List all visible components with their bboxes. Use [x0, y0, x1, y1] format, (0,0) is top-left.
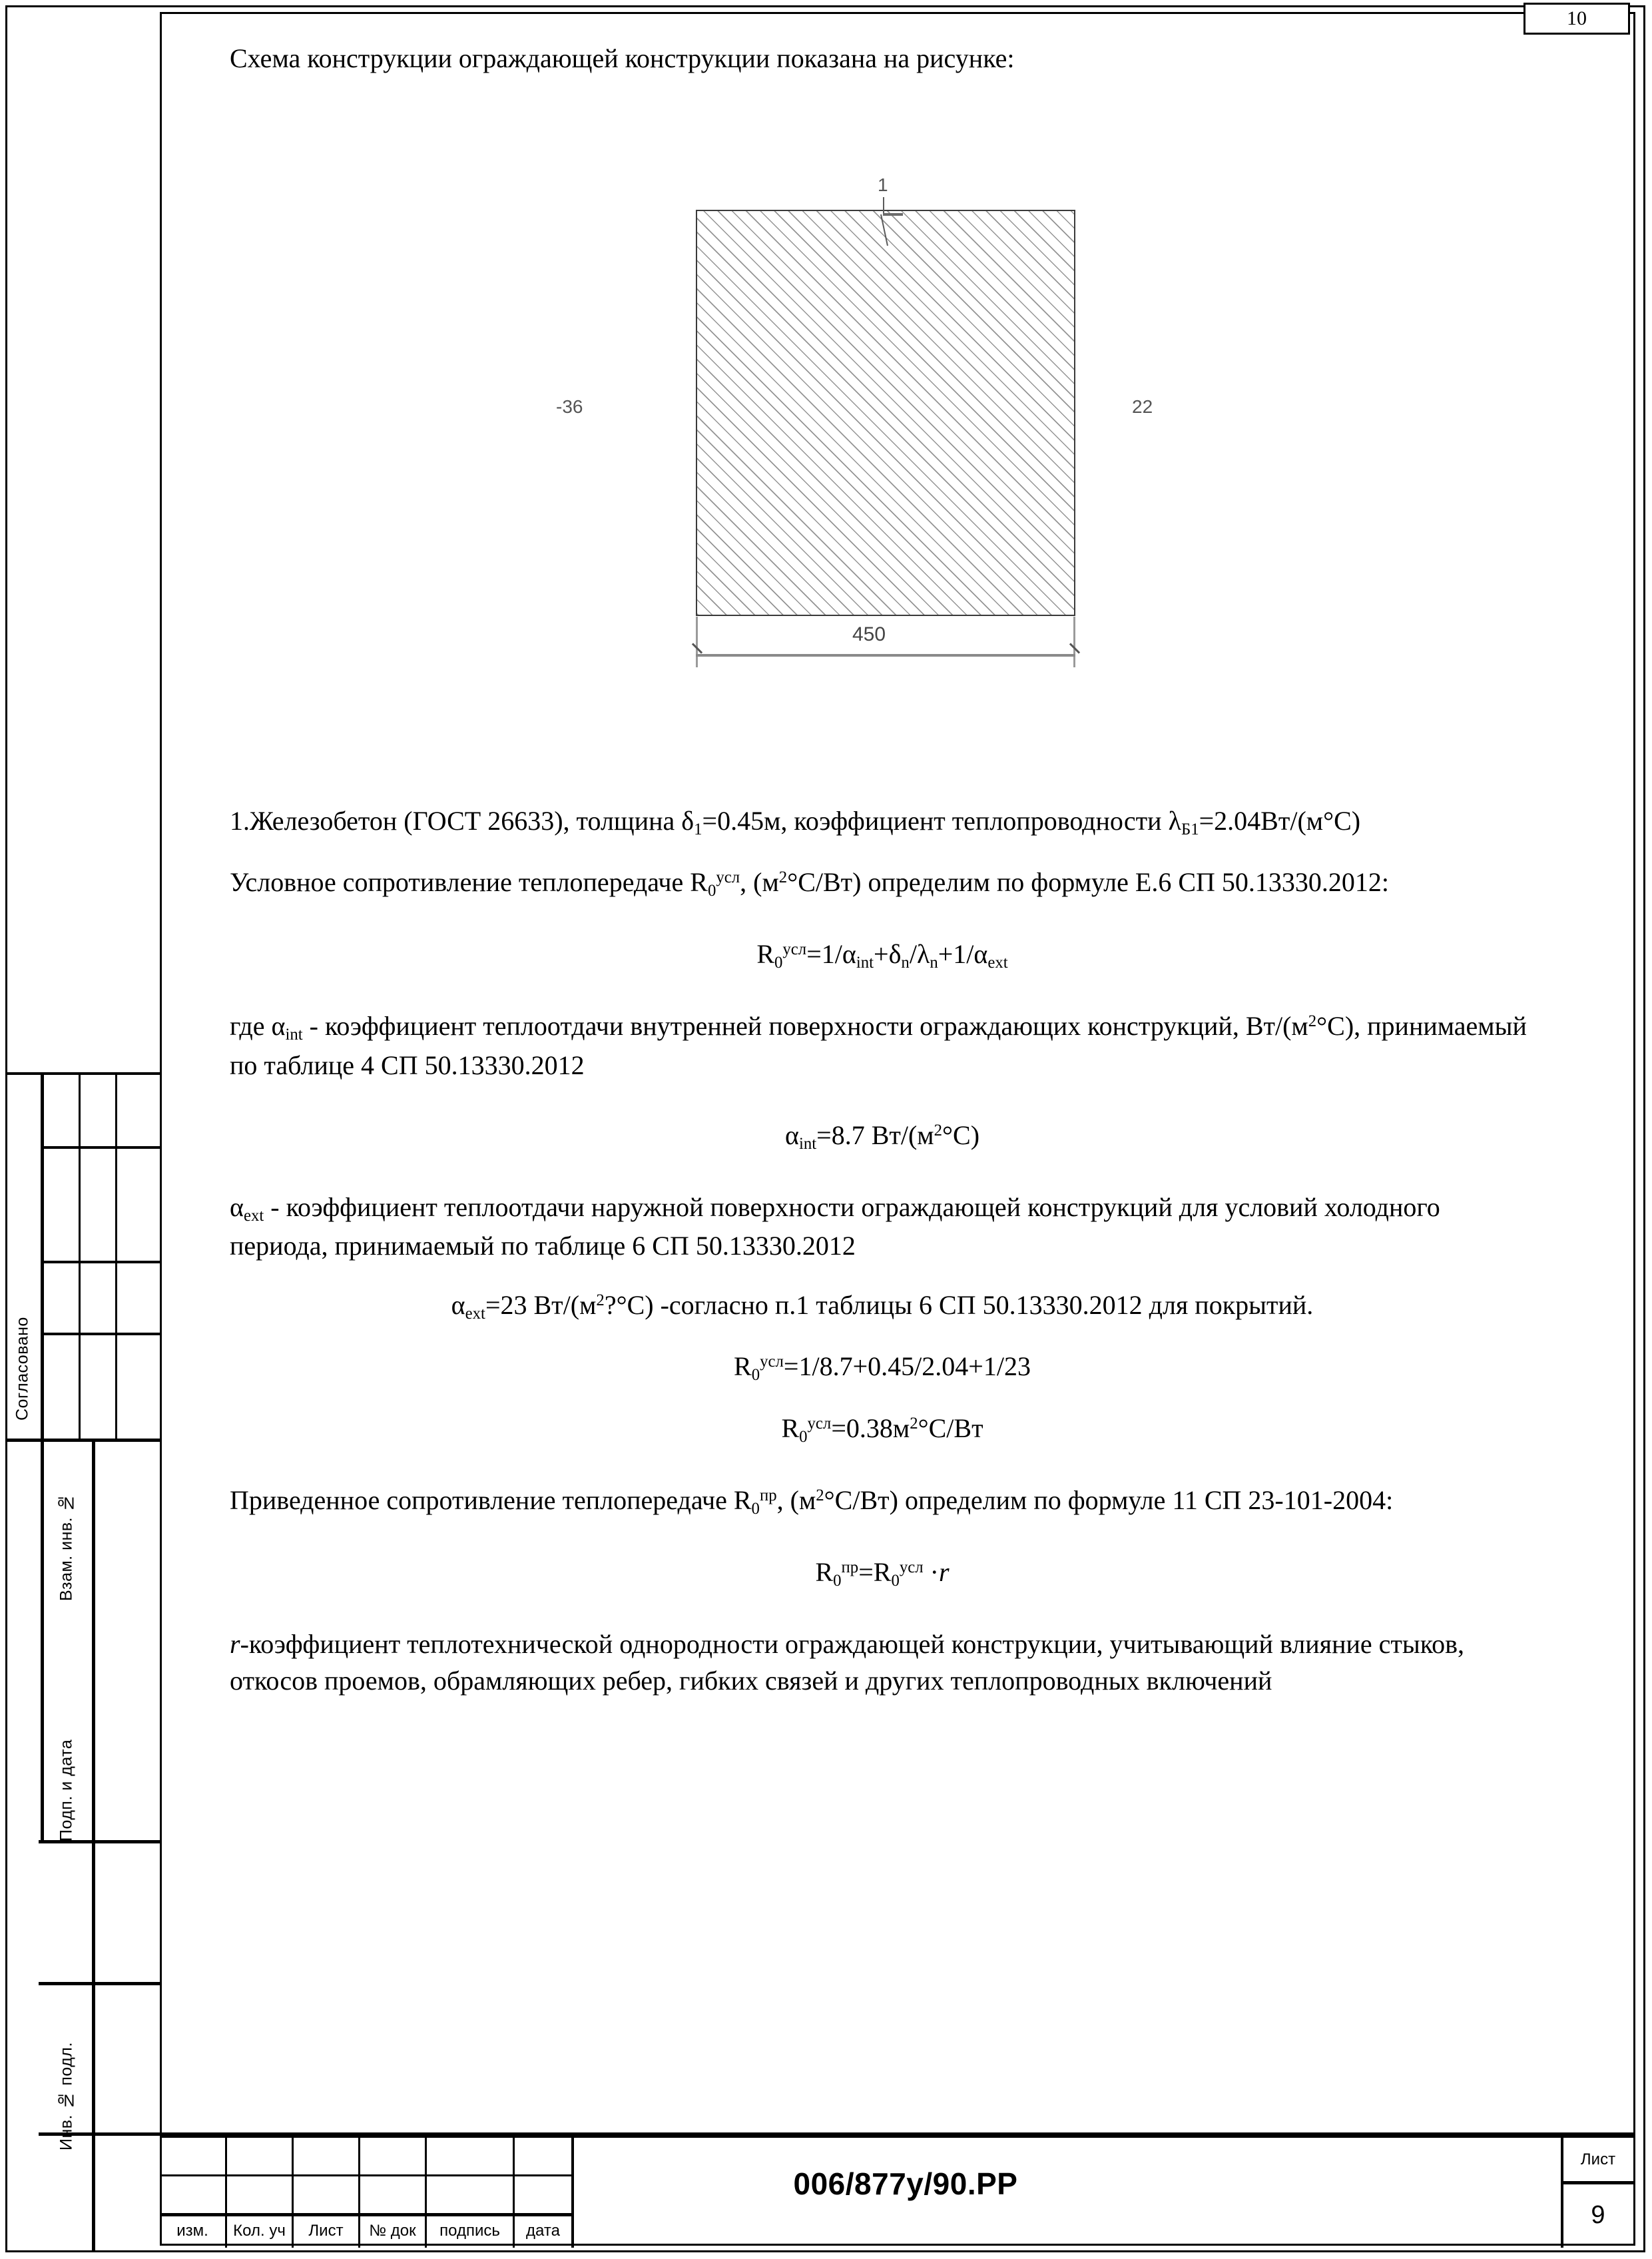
- stamp-hline-right-split: [1561, 2181, 1635, 2184]
- calculation-line: [230, 1348, 1535, 1387]
- spacer-after-formula-main: [230, 997, 1535, 1008]
- formula-main-a1-sub: int: [856, 954, 874, 972]
- sheet-number-cell: [1563, 2185, 1633, 2245]
- spacer-after-alpha-int-value: [230, 1178, 1535, 1189]
- calc-r-sub: 0: [751, 1366, 760, 1385]
- alpha-int-value-line: [230, 1117, 1535, 1155]
- layer-1-suffix: =2.04Вт/(м°С): [1199, 806, 1361, 836]
- alpha-ext-def-sub: ext: [243, 1206, 264, 1225]
- side-label-soglasovano: [5, 1297, 40, 1441]
- alpha-ext-def-t1: α: [230, 1191, 244, 1222]
- sheet-number-box: [1523, 3, 1630, 35]
- spacer-before-reduced: [230, 1471, 1535, 1482]
- alpha-int-definition: [230, 1008, 1535, 1083]
- alpha-int-def-sup: 2: [1308, 1012, 1317, 1031]
- layer-callout-text: 1: [878, 174, 888, 195]
- formula-reduced-resistance: [230, 1554, 1535, 1592]
- intro-block: [230, 40, 1535, 99]
- formula-main-d-sub: n: [901, 954, 910, 972]
- intro-paragraph: Схема конструкции ограждающей конструкции показана на рисунке:: [230, 43, 1015, 73]
- dimension-label: [852, 623, 886, 646]
- reduced-t2: , (м: [776, 1484, 816, 1515]
- formula-main-r-sup: усл: [782, 940, 807, 959]
- stamp-col-podpis-text: подпись: [439, 2222, 500, 2240]
- reduced-t1: Приведенное сопротивление теплопередаче R: [230, 1484, 752, 1515]
- alpha-int-def-t2: - коэффициент теплоотдачи внутренней поверхности ограждающих конструкций, Вт/(м: [302, 1011, 1308, 1042]
- r-coefficient-definition: [230, 1626, 1535, 1699]
- alpha-int-val-t3: °С): [942, 1120, 980, 1150]
- formula-main-eq: =1/α: [806, 939, 856, 970]
- stamp-col-podpis: [427, 2216, 513, 2246]
- alpha-ext-definition: [230, 1189, 1535, 1264]
- spacer-before-formula-main: [230, 925, 1535, 936]
- callout-leader-shelf: [883, 213, 903, 216]
- alpha-int-def-t1: где α: [230, 1011, 286, 1042]
- side-vline-b: [79, 1072, 81, 1440]
- concrete-layer-rect: [696, 210, 1075, 616]
- cond-res-r-sup: усл: [716, 868, 740, 887]
- formula-main-plus2: +1/α: [938, 939, 988, 970]
- indoor-temperature-value: 22: [1132, 396, 1153, 417]
- result-r: R: [781, 1413, 800, 1443]
- alpha-int-val-t2: =8.7 Вт/(м: [816, 1120, 934, 1150]
- reduced-r-sup: пр: [759, 1486, 777, 1504]
- formula-red-r1-sup: пр: [841, 1558, 859, 1577]
- formula-main-l-sub: n: [930, 954, 938, 972]
- outdoor-temperature-label: [556, 396, 583, 418]
- title-block-grid: [160, 2134, 1635, 2248]
- result-r-sup: усл: [807, 1414, 832, 1433]
- layer-callout-label: [878, 174, 888, 196]
- layer-1-paragraph: [230, 803, 1535, 841]
- sheet-number-value: 10: [1567, 7, 1587, 29]
- formula-main-slash: /λ: [909, 939, 930, 970]
- formula-red-r1-sub: 0: [833, 1571, 842, 1590]
- side-vline-c: [115, 1072, 117, 1440]
- result-line: [230, 1410, 1535, 1449]
- dimension-line: [696, 654, 1075, 657]
- calc-r: R: [734, 1351, 752, 1382]
- stamp-col-data-text: дата: [526, 2222, 560, 2240]
- alpha-int-val-t1: α: [784, 1120, 799, 1150]
- dimension-extension-right: [1073, 617, 1075, 667]
- indoor-temperature-label: [1132, 396, 1153, 418]
- stamp-col-ndok-text: № док: [369, 2222, 416, 2240]
- spacer-after-formula-reduced: [230, 1615, 1535, 1626]
- layer-1-prefix: 1.Железобетон (ГОСТ 26633), толщина δ: [230, 806, 694, 836]
- layer-1-lambda-sub: Б1: [1181, 820, 1199, 838]
- stamp-col-list-text: Лист: [308, 2222, 344, 2240]
- conditional-resistance-intro: [230, 864, 1535, 902]
- outdoor-temperature-value: -36: [556, 396, 583, 417]
- sheet-number-text: 9: [1591, 2200, 1605, 2229]
- cond-res-t1: Условное сопротивление теплопередаче R: [230, 867, 708, 898]
- alpha-int-val-sup: 2: [934, 1121, 943, 1139]
- alpha-int-val-sub: int: [798, 1134, 817, 1153]
- cond-res-t2: , (м: [740, 867, 779, 898]
- stamp-hline-top: [160, 2134, 1635, 2138]
- side-label-inv-podl-text: Инв. № подл.: [57, 2042, 76, 2151]
- stamp-col-kol-uch: [227, 2216, 292, 2246]
- side-label-vzam-inv-text: Взам. инв. №: [57, 1492, 76, 1602]
- alpha-ext-val-t2: =23 Вт/(м: [485, 1290, 597, 1321]
- sheet-label-text: Лист: [1580, 2150, 1616, 2168]
- r-coeff-symbol: r: [230, 1629, 240, 1660]
- alpha-ext-val-sub: ext: [465, 1305, 485, 1323]
- cond-res-r-sub: 0: [707, 882, 716, 900]
- stamp-col-izm-text: изм.: [176, 2222, 208, 2240]
- r-coeff-text: -коэффициент теплотехнической однородности ограждающей конструкции, учитывающий влияние стыков, откосов проемов, обрамляющих ребер, гибких связей и других теплопроводных включений: [230, 1629, 1465, 1696]
- gost-side-column: [5, 5, 165, 2252]
- formula-main-r-sub: 0: [774, 954, 783, 972]
- calc-r-sup: усл: [760, 1353, 784, 1371]
- cond-res-m-sup: 2: [778, 868, 788, 887]
- result-m-sup: 2: [910, 1414, 918, 1433]
- formula-red-mult: ·: [923, 1556, 939, 1587]
- formula-conditional-resistance: [230, 936, 1535, 974]
- formula-red-r2-sub: 0: [891, 1571, 900, 1590]
- stamp-col-list: [294, 2216, 358, 2246]
- alpha-ext-value-line: [230, 1287, 1535, 1325]
- formula-red-r2-sup: усл: [899, 1558, 924, 1577]
- formula-main-a2-sub: ext: [987, 954, 1008, 972]
- result-eq: =0.38м: [831, 1413, 910, 1443]
- reduced-m-sup: 2: [816, 1486, 824, 1504]
- side-row-sep-1: [43, 1146, 160, 1149]
- formula-main-plus1: +δ: [874, 939, 902, 970]
- spacer-before-formula-reduced: [230, 1543, 1535, 1554]
- side-vline-d: [92, 1439, 95, 2252]
- reduced-t3: °С/Вт) определим по формуле 11 СП 23-101-2004:: [824, 1484, 1394, 1515]
- alpha-int-def-sub: int: [285, 1026, 303, 1044]
- side-divider-1: [5, 1072, 160, 1075]
- calc-expr: =1/8.7+0.45/2.04+1/23: [783, 1351, 1031, 1382]
- spacer-before-alpha-int-value: [230, 1106, 1535, 1117]
- side-label-podp-data: [43, 1697, 91, 1883]
- side-divider-4: [39, 1982, 160, 1985]
- stamp-hline-mid: [160, 2174, 573, 2176]
- reduced-r-sub: 0: [751, 1499, 760, 1518]
- stamp-col-data: [515, 2216, 571, 2246]
- sheet-label-cell: [1563, 2140, 1633, 2180]
- alpha-ext-val-t3: ?°С) -согласно п.1 таблицы 6 СП 50.13330.2012 для покрытий.: [604, 1290, 1314, 1321]
- callout-leader-line: [883, 197, 884, 214]
- stamp-col-kol-uch-text: Кол. уч: [233, 2222, 286, 2240]
- cond-res-t3: °С/Вт) определим по формуле Е.6 СП 50.13330.2012:: [787, 867, 1389, 898]
- body-text-block: [230, 803, 1535, 1722]
- document-code-text: 006/877у/90.РР: [793, 2166, 1018, 2201]
- side-label-vzam-inv: [43, 1454, 91, 1640]
- result-unit: °С/Вт: [918, 1413, 983, 1443]
- alpha-ext-def-t2: - коэффициент теплоотдачи наружной поверхности ограждающей конструкций для условий холодного периода, принимаемый по таблице 6 СП 50.13330.2012: [230, 1191, 1440, 1261]
- stamp-col-ndok: [360, 2216, 425, 2246]
- alpha-int-def-t3: °С), принимаемый по таблице 4 СП 50.13330.2012: [230, 1011, 1527, 1080]
- side-label-soglasovano-text: Согласовано: [13, 1317, 32, 1421]
- formula-red-eq: =R: [858, 1556, 892, 1587]
- alpha-ext-val-t1: α: [451, 1290, 465, 1321]
- document-code: [573, 2160, 1239, 2208]
- result-r-sub: 0: [799, 1427, 808, 1446]
- dimension-extension-left: [696, 617, 698, 667]
- side-row-sep-3: [43, 1333, 160, 1335]
- stamp-col-izm: [160, 2216, 225, 2246]
- formula-red-r1: R: [815, 1556, 834, 1587]
- side-row-sep-2: [43, 1261, 160, 1263]
- layer-1-mid: =0.45м, коэффициент теплопроводности λ: [702, 806, 1181, 836]
- dimension-value: 450: [852, 623, 886, 645]
- side-label-podp-data-text: Подп. и дата: [57, 1739, 76, 1841]
- title-block: [160, 2132, 1635, 2246]
- formula-red-r-italic: r: [938, 1556, 950, 1587]
- layer-1-delta-sub: 1: [694, 820, 702, 838]
- formula-main-r: R: [756, 939, 774, 970]
- side-label-inv-podl: [43, 1997, 91, 2196]
- reduced-resistance-intro: [230, 1482, 1535, 1520]
- alpha-ext-val-sup: 2: [596, 1291, 605, 1310]
- wall-section-figure: [160, 140, 1635, 713]
